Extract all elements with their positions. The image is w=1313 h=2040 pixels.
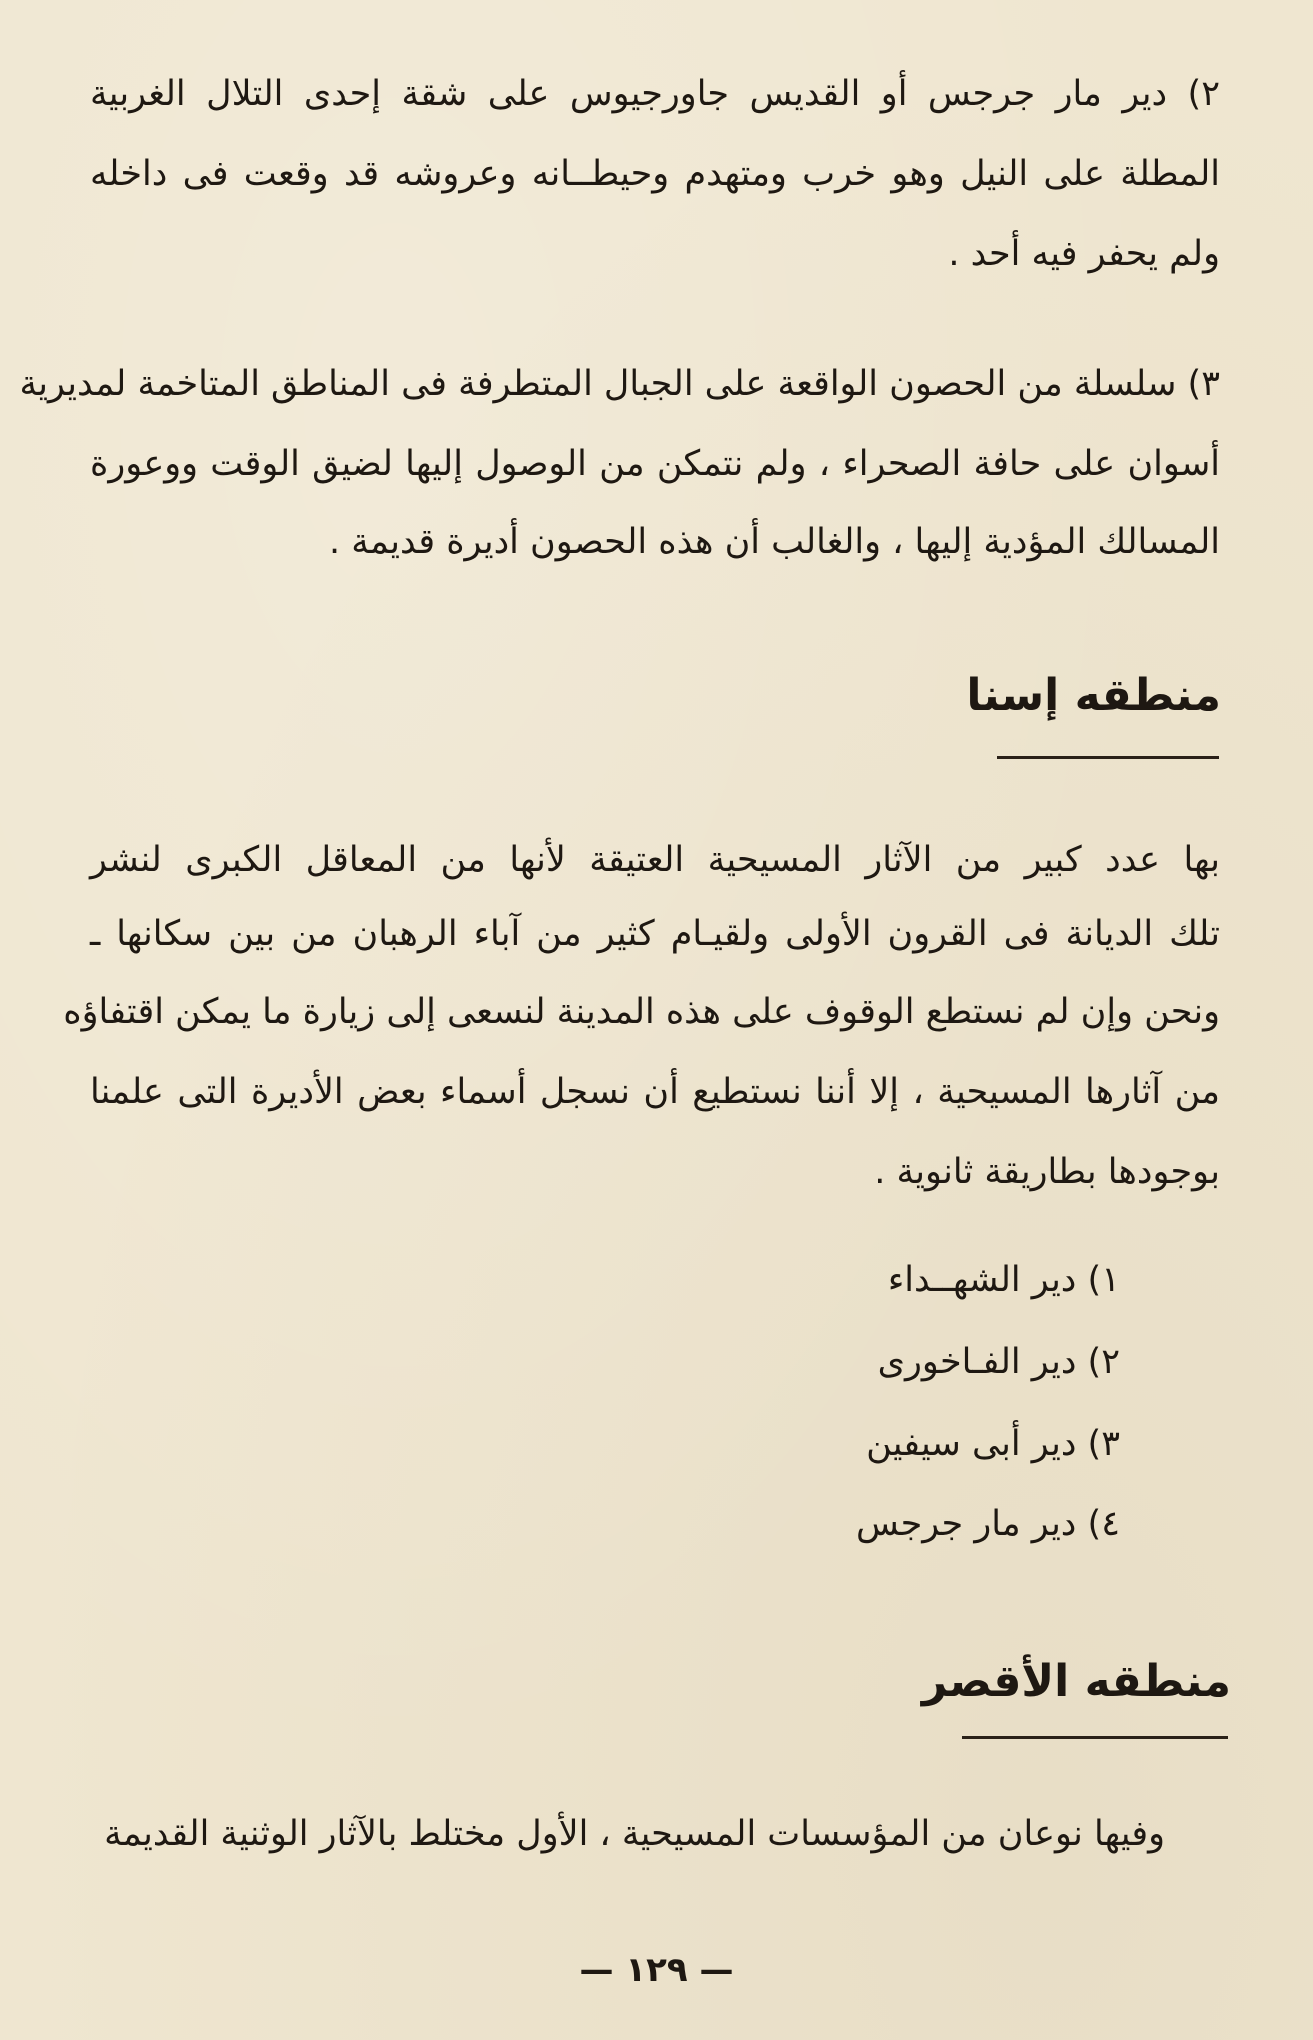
esna-line-4: من آثارها المسيحية ، إلا أننا نستطيع أن نسجل أسماء بعض الأديرة التى علمنا	[90, 1072, 1220, 1112]
item2-line-3: ولم يحفر فيه أحد .	[948, 234, 1220, 274]
item3-line-2: أسوان على حافة الصحراء ، ولم نتمكن من الوصول إليها لضيق الوقت ووعورة	[90, 444, 1220, 484]
item2-line-1: ٢) دير مار جرجس أو القديس جاورجيوس على شقة إحدى التلال الغربية	[90, 74, 1220, 114]
monastery-list-item-2: ٢) دير الفـاخورى	[877, 1342, 1120, 1382]
heading-underline-esna	[997, 756, 1219, 759]
monastery-list-item-3: ٣) دير أبى سيفين	[866, 1424, 1120, 1464]
esna-line-3: ونحن وإن لم نستطع الوقوف على هذه المدينة لنسعى إلى زيارة ما يمكن اقتفاؤه	[63, 992, 1220, 1032]
esna-line-2: تلك الديانة فى القرون الأولى ولقيـام كثير من آباء الرهبان من بين سكانها ـ	[90, 914, 1220, 954]
monastery-list-item-4: ٤) دير مار جرجس	[855, 1504, 1120, 1544]
item3-line-1: ٣) سلسلة من الحصون الواقعة على الجبال المتطرفة فى المناطق المتاخمة لمديرية	[19, 364, 1220, 404]
section-heading-esna: منطقه إسنا	[966, 670, 1221, 721]
page-number: — ١٢٩ —	[579, 1950, 734, 1990]
item2-line-2: المطلة على النيل وهو خرب ومتهدم وحيطــانه وعروشه قد وقعت فى داخله	[90, 154, 1220, 194]
esna-line-5: بوجودها بطاريقة ثانوية .	[874, 1152, 1220, 1192]
section-heading-luxor: منطقه الأقصر	[921, 1656, 1231, 1707]
monastery-list-item-1: ١) دير الشهــداء	[887, 1260, 1120, 1300]
esna-line-1: بها عدد كبير من الآثار المسيحية العتيقة لأنها من المعاقل الكبرى لنشر	[90, 840, 1220, 880]
item3-line-3: المسالك المؤدية إليها ، والغالب أن هذه الحصون أديرة قديمة .	[328, 522, 1220, 562]
heading-underline-luxor	[962, 1736, 1228, 1739]
luxor-line-1: وفيها نوعان من المؤسسات المسيحية ، الأول مختلط بالآثار الوثنية القديمة	[104, 1814, 1165, 1854]
